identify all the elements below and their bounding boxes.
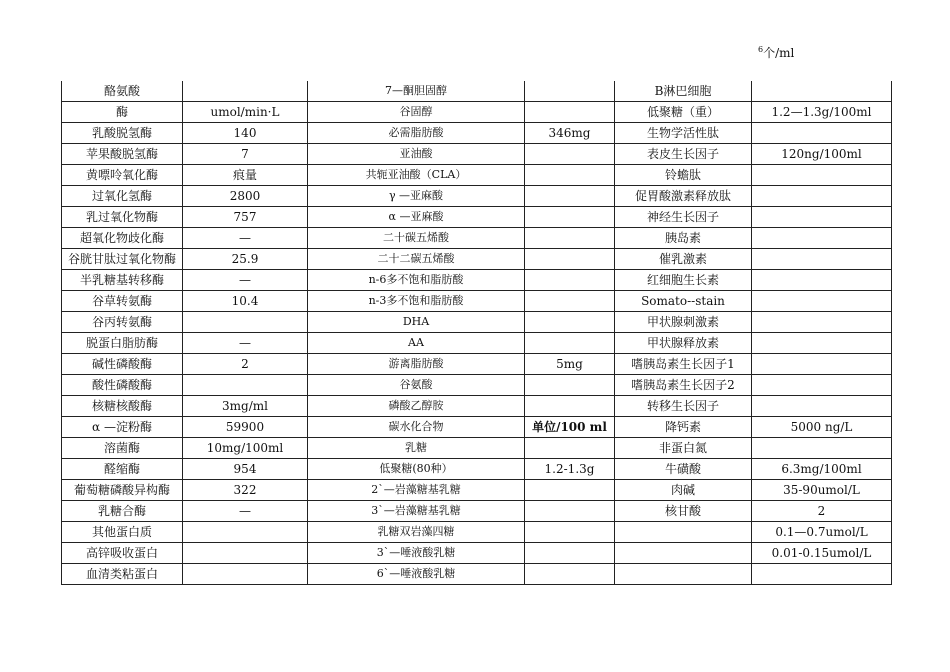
table-cell bbox=[525, 522, 615, 543]
table-cell: 二十二碳五烯酸 bbox=[308, 249, 525, 270]
table-cell: DHA bbox=[308, 312, 525, 333]
table-cell: 酸性磷酸酶 bbox=[62, 375, 183, 396]
table-cell bbox=[752, 81, 892, 102]
table-cell: 促胃酸激素释放肽 bbox=[615, 186, 752, 207]
table-cell bbox=[183, 375, 308, 396]
table-cell: 2 bbox=[183, 354, 308, 375]
table-cell: 7 bbox=[183, 144, 308, 165]
table-row bbox=[62, 564, 892, 585]
table-cell bbox=[525, 186, 615, 207]
unit-note bbox=[758, 44, 794, 61]
table-cell: 954 bbox=[183, 459, 308, 480]
table-cell: 核糖核酸酶 bbox=[62, 396, 183, 417]
table-cell: α —淀粉酶 bbox=[62, 417, 183, 438]
table-cell: 346mg bbox=[525, 123, 615, 144]
table-cell: 生物学活性肽 bbox=[615, 123, 752, 144]
table-row bbox=[62, 375, 892, 396]
table-cell: 谷固醇 bbox=[308, 102, 525, 123]
table-cell: Somato--stain bbox=[615, 291, 752, 312]
table-cell bbox=[525, 480, 615, 501]
table-cell: 其他蛋白质 bbox=[62, 522, 183, 543]
table-cell: 非蛋白氮 bbox=[615, 438, 752, 459]
table-cell: 黄嘌呤氧化酶 bbox=[62, 165, 183, 186]
unit-note-exponent: 6 bbox=[758, 45, 764, 54]
table-cell: 亚油酸 bbox=[308, 144, 525, 165]
table-cell bbox=[525, 438, 615, 459]
unit-note-text: 个/ml bbox=[763, 46, 795, 60]
table-cell: n-3多不饱和脂肪酸 bbox=[308, 291, 525, 312]
table-cell: 高锌吸收蛋白 bbox=[62, 543, 183, 564]
table-row bbox=[62, 438, 892, 459]
table-cell: 乳糖 bbox=[308, 438, 525, 459]
table-row bbox=[62, 459, 892, 480]
table-cell: 溶菌酶 bbox=[62, 438, 183, 459]
table-cell bbox=[752, 354, 892, 375]
table-cell: 6.3mg/100ml bbox=[752, 459, 892, 480]
table-cell bbox=[752, 312, 892, 333]
table-cell: 乳过氧化物酶 bbox=[62, 207, 183, 228]
table-cell: 谷胱甘肽过氧化物酶 bbox=[62, 249, 183, 270]
table-cell bbox=[752, 249, 892, 270]
table-cell bbox=[525, 228, 615, 249]
table-cell: 3`—唾液酸乳糖 bbox=[308, 543, 525, 564]
table-cell bbox=[615, 564, 752, 585]
table-cell: 0.01-0.15umol/L bbox=[752, 543, 892, 564]
table-row bbox=[62, 123, 892, 144]
table-cell: 10mg/100ml bbox=[183, 438, 308, 459]
table-cell: 10.4 bbox=[183, 291, 308, 312]
table-cell bbox=[183, 522, 308, 543]
table-cell: 半乳糖基转移酶 bbox=[62, 270, 183, 291]
table-row bbox=[62, 396, 892, 417]
table-row bbox=[62, 543, 892, 564]
table-cell bbox=[752, 333, 892, 354]
table-row bbox=[62, 102, 892, 123]
table-cell bbox=[525, 333, 615, 354]
table-cell: — bbox=[183, 333, 308, 354]
table-cell: 酶 bbox=[62, 102, 183, 123]
table-cell bbox=[183, 564, 308, 585]
table-cell: 降钙素 bbox=[615, 417, 752, 438]
table-cell bbox=[525, 249, 615, 270]
table-row bbox=[62, 207, 892, 228]
table-cell: 苹果酸脱氢酶 bbox=[62, 144, 183, 165]
table-cell: 脱蛋白脂肪酶 bbox=[62, 333, 183, 354]
table-cell: 乳酸脱氢酶 bbox=[62, 123, 183, 144]
table-row bbox=[62, 417, 892, 438]
table-cell: 谷草转氨酶 bbox=[62, 291, 183, 312]
table-row bbox=[62, 165, 892, 186]
table-cell bbox=[525, 375, 615, 396]
table-cell: 痕量 bbox=[183, 165, 308, 186]
table-cell: 甲状腺释放素 bbox=[615, 333, 752, 354]
table-cell bbox=[525, 543, 615, 564]
table-cell bbox=[615, 522, 752, 543]
table-cell bbox=[752, 375, 892, 396]
table-cell: 2800 bbox=[183, 186, 308, 207]
table-row bbox=[62, 144, 892, 165]
table-cell: 超氧化物歧化酶 bbox=[62, 228, 183, 249]
table-cell bbox=[752, 123, 892, 144]
table-cell: 3`—岩藻糖基乳糖 bbox=[308, 501, 525, 522]
table-cell: 表皮生长因子 bbox=[615, 144, 752, 165]
table-cell: 牛磺酸 bbox=[615, 459, 752, 480]
table-cell: 胰岛素 bbox=[615, 228, 752, 249]
table-cell: 乳糖双岩藻四糖 bbox=[308, 522, 525, 543]
table-row bbox=[62, 480, 892, 501]
table-cell bbox=[752, 291, 892, 312]
table-cell: — bbox=[183, 270, 308, 291]
table-cell: 0.1—0.7umol/L bbox=[752, 522, 892, 543]
table-cell bbox=[752, 165, 892, 186]
table-cell: 2`—岩藻糖基乳糖 bbox=[308, 480, 525, 501]
table-cell bbox=[752, 186, 892, 207]
table-cell bbox=[525, 312, 615, 333]
table-cell: 59900 bbox=[183, 417, 308, 438]
table-cell: 游离脂肪酸 bbox=[308, 354, 525, 375]
table-cell: 乳糖合酶 bbox=[62, 501, 183, 522]
table-cell bbox=[615, 543, 752, 564]
table-cell bbox=[525, 396, 615, 417]
table-cell: 低聚糖(80种） bbox=[308, 459, 525, 480]
table-cell: 醛缩酶 bbox=[62, 459, 183, 480]
table-cell: 二十碳五烯酸 bbox=[308, 228, 525, 249]
table-cell: 5000 ng/L bbox=[752, 417, 892, 438]
table-row bbox=[62, 522, 892, 543]
table-row bbox=[62, 270, 892, 291]
table-cell: 6`—唾液酸乳糖 bbox=[308, 564, 525, 585]
table-cell bbox=[183, 312, 308, 333]
table-cell: 25.9 bbox=[183, 249, 308, 270]
table-cell bbox=[752, 228, 892, 249]
table-cell: 血清类粘蛋白 bbox=[62, 564, 183, 585]
table-cell: 322 bbox=[183, 480, 308, 501]
table-cell: 嗜胰岛素生长因子2 bbox=[615, 375, 752, 396]
table-cell: 120ng/100ml bbox=[752, 144, 892, 165]
table-cell: α —亚麻酸 bbox=[308, 207, 525, 228]
nutrient-table bbox=[61, 81, 892, 585]
table-row bbox=[62, 333, 892, 354]
table-cell: 1.2-1.3g bbox=[525, 459, 615, 480]
table-cell: 核甘酸 bbox=[615, 501, 752, 522]
table-cell: 2 bbox=[752, 501, 892, 522]
table-cell: — bbox=[183, 228, 308, 249]
table-cell bbox=[183, 543, 308, 564]
table-cell: 红细胞生长素 bbox=[615, 270, 752, 291]
table-cell: 必需脂肪酸 bbox=[308, 123, 525, 144]
table-cell: 甲状腺刺激素 bbox=[615, 312, 752, 333]
table-cell: 谷丙转氨酶 bbox=[62, 312, 183, 333]
table-cell bbox=[525, 291, 615, 312]
table-cell: 过氧化氢酶 bbox=[62, 186, 183, 207]
table-cell bbox=[525, 102, 615, 123]
table-cell: 嗜胰岛素生长因子1 bbox=[615, 354, 752, 375]
table-cell bbox=[525, 207, 615, 228]
table-cell bbox=[525, 165, 615, 186]
table-cell: γ —亚麻酸 bbox=[308, 186, 525, 207]
table-cell: AA bbox=[308, 333, 525, 354]
table-cell: 757 bbox=[183, 207, 308, 228]
table-row bbox=[62, 312, 892, 333]
table-cell bbox=[183, 81, 308, 102]
table-cell: 催乳激素 bbox=[615, 249, 752, 270]
table-row bbox=[62, 81, 892, 102]
table-cell: 5mg bbox=[525, 354, 615, 375]
table-row bbox=[62, 249, 892, 270]
table-cell bbox=[752, 396, 892, 417]
table-cell: n-6多不饱和脂肪酸 bbox=[308, 270, 525, 291]
table-cell bbox=[525, 270, 615, 291]
table-cell: 单位/100 ml bbox=[525, 417, 615, 438]
table-cell: 碱性磷酸酶 bbox=[62, 354, 183, 375]
table-cell bbox=[752, 564, 892, 585]
table-cell: 酪氨酸 bbox=[62, 81, 183, 102]
table-row bbox=[62, 291, 892, 312]
table-cell bbox=[525, 81, 615, 102]
table-row bbox=[62, 228, 892, 249]
table-cell: 低聚糖（重） bbox=[615, 102, 752, 123]
table-cell: 3mg/ml bbox=[183, 396, 308, 417]
table-row bbox=[62, 501, 892, 522]
table-cell: 铃蟾肽 bbox=[615, 165, 752, 186]
table-cell: 转移生长因子 bbox=[615, 396, 752, 417]
table-cell bbox=[525, 144, 615, 165]
table-body bbox=[62, 81, 892, 585]
table-cell: 葡萄糖磷酸异构酶 bbox=[62, 480, 183, 501]
table-cell: B淋巴细胞 bbox=[615, 81, 752, 102]
table-cell: 神经生长因子 bbox=[615, 207, 752, 228]
table-cell: 共轭亚油酸（CLA） bbox=[308, 165, 525, 186]
table-cell: 140 bbox=[183, 123, 308, 144]
table-cell: 肉碱 bbox=[615, 480, 752, 501]
table-row bbox=[62, 186, 892, 207]
table-cell: 磷酸乙醇胺 bbox=[308, 396, 525, 417]
table-cell bbox=[752, 438, 892, 459]
table-cell: — bbox=[183, 501, 308, 522]
table-cell: 35-90umol/L bbox=[752, 480, 892, 501]
table-cell bbox=[752, 270, 892, 291]
table-row bbox=[62, 354, 892, 375]
table-cell bbox=[525, 501, 615, 522]
table-cell: 谷氨酸 bbox=[308, 375, 525, 396]
table-cell bbox=[752, 207, 892, 228]
table-cell: 7—酮胆固醇 bbox=[308, 81, 525, 102]
table-cell: 1.2—1.3g/100ml bbox=[752, 102, 892, 123]
table-cell: 碳水化合物 bbox=[308, 417, 525, 438]
table-cell bbox=[525, 564, 615, 585]
table-cell: umol/min·L bbox=[183, 102, 308, 123]
